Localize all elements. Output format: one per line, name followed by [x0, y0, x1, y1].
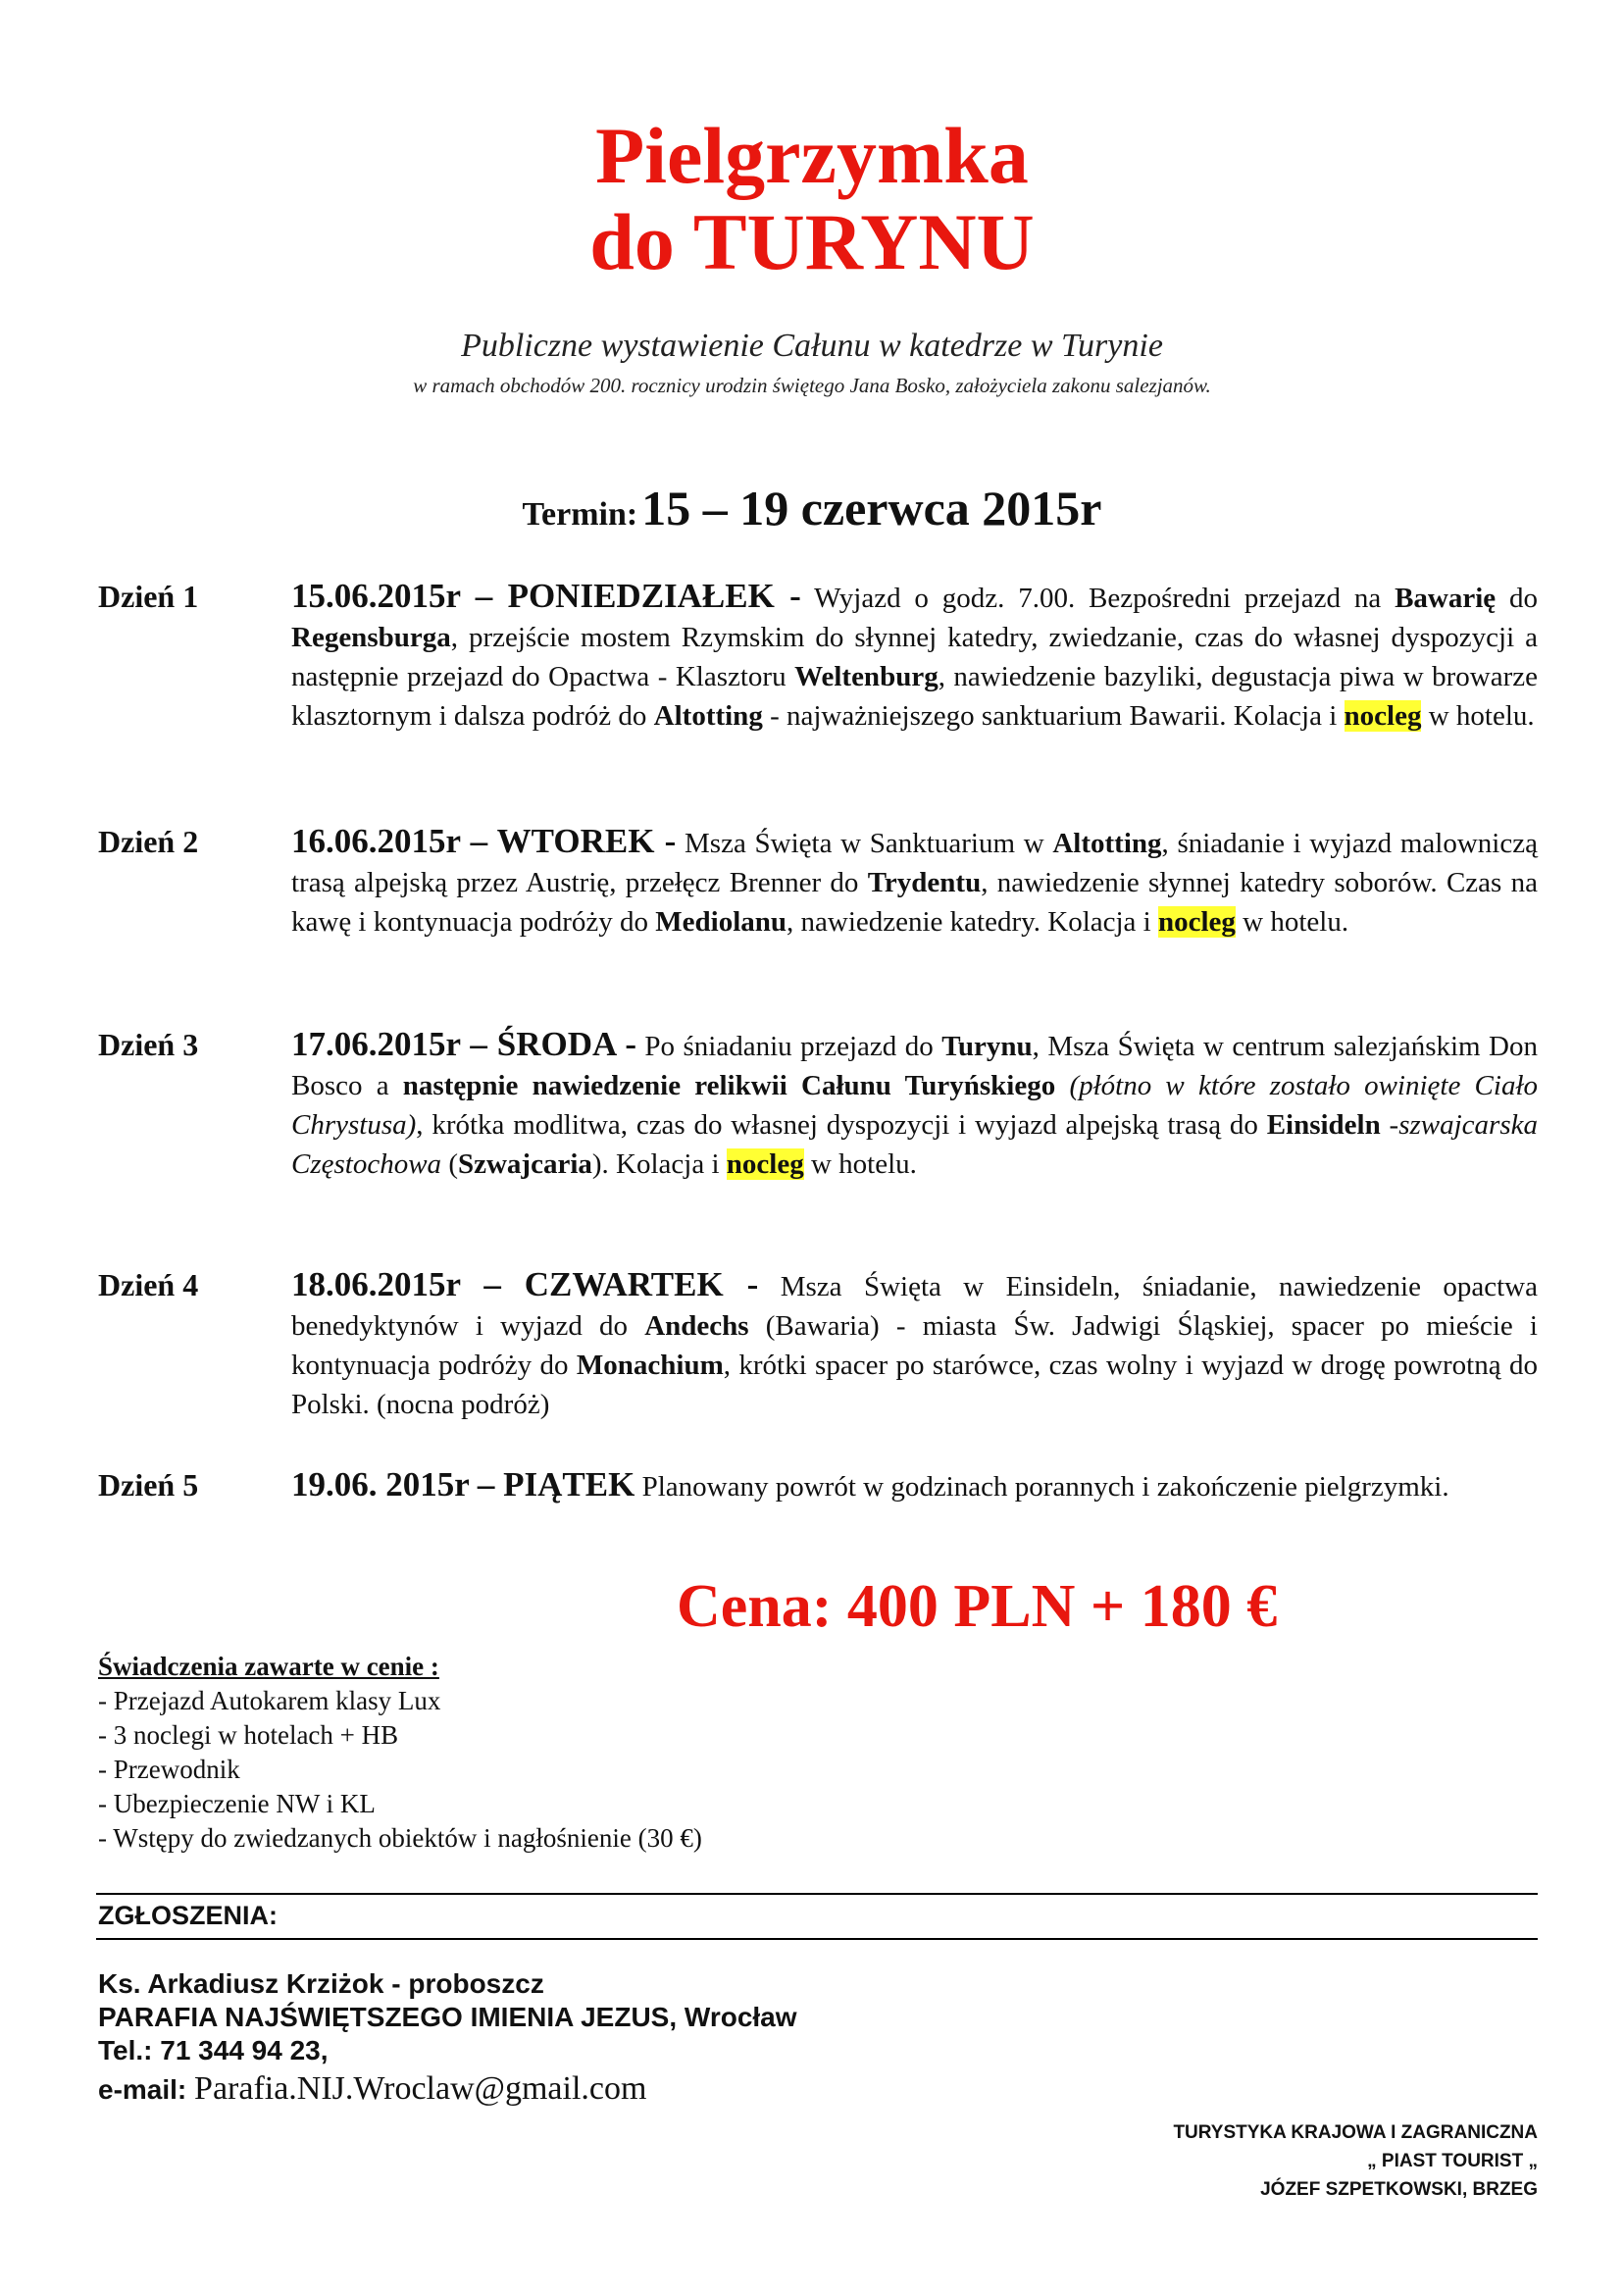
title-line-1: Pielgrzymka	[595, 111, 1029, 200]
termin-value: 15 – 19 czerwca 2015r	[641, 481, 1102, 535]
day-heading: 15.06.2015r – PONIEDZIAŁEK -	[291, 577, 801, 615]
agency-owner: JÓZEF SZPETKOWSKI, BRZEG	[1260, 2179, 1538, 2200]
divider	[96, 1893, 1538, 1895]
place-name: Altotting	[1052, 828, 1162, 859]
day-heading: 18.06.2015r – CZWARTEK -	[291, 1265, 759, 1303]
highlight-nocleg: nocleg	[1157, 906, 1236, 938]
contact-email-line	[98, 2067, 797, 2112]
termin-label: Termin:	[522, 496, 638, 533]
day-description	[291, 577, 1538, 736]
italic-note: (płótno w które zostało owinięte Ciało Chrystusa)	[291, 1070, 1539, 1141]
contact-phone: Tel.: 71 344 94 23,	[98, 2035, 329, 2065]
text: do	[1496, 583, 1539, 614]
list-item: - Wstępy do zwiedzanych obiektów i nagłośnienie (30 €)	[98, 1823, 702, 1853]
day-description	[291, 822, 1538, 942]
text: Planowany powrót w godzinach porannych i zakończenie pielgrzymki.	[634, 1471, 1449, 1503]
list-item: - Przejazd Autokarem klasy Lux	[98, 1686, 441, 1715]
text: (	[441, 1148, 458, 1180]
email-address[interactable]: Parafia.NIJ.Wroclaw@gmail.com	[194, 2070, 647, 2107]
text: , nawiedzenie słynnej katedry soborów. Czas na kawę i kontynuacja podróży do	[291, 867, 1538, 938]
text: w hotelu.	[1421, 700, 1535, 732]
text: Wyjazd o godz. 7.00. Bezpośredni przejazd na	[800, 583, 1396, 614]
contact-name: Ks. Arkadiusz Krziżok - proboszcz	[98, 1968, 544, 1999]
place-name: Szwajcaria	[457, 1148, 592, 1180]
text: - najważniejszego sanktuarium Bawarii. Kolacja i	[762, 700, 1345, 732]
text: ). Kolacja i	[591, 1148, 727, 1180]
italic-note: -szwajcarska Częstochowa	[291, 1109, 1538, 1180]
benefits-list	[98, 1650, 702, 1856]
text: , krótka modlitwa, czas do własnej dyspozycji i wyjazd alpejską trasą do	[416, 1109, 1267, 1141]
text: , krótki spacer po starówce, czas wolny i wyjazd w drogę powrotną do Polski. (nocna podróż)	[291, 1350, 1538, 1420]
place-name: Bawarię	[1395, 583, 1497, 614]
text: Msza Święta w Sanktuarium w	[676, 828, 1053, 859]
day-label: Dzień 4	[98, 1267, 199, 1302]
day-description	[291, 1465, 1538, 1506]
list-item: - Przewodnik	[98, 1755, 240, 1784]
text: , śniadanie i wyjazd malowniczą trasą alpejską przez Austrię, przełęcz Brenner do	[291, 828, 1538, 898]
list-item: - 3 noclegi w hotelach + HB	[98, 1720, 399, 1750]
benefits-header: Świadczenia zawarte w cenie :	[98, 1652, 439, 1681]
text: , nawiedzenie katedry. Kolacja i	[787, 906, 1158, 938]
price: Cena: 400 PLN + 180 €	[677, 1573, 1278, 1640]
place-name: Einsideln	[1266, 1109, 1381, 1141]
contact-block	[98, 1967, 797, 2112]
text: , Msza Święta w centrum salezjańskim Don Bosco a	[291, 1031, 1538, 1101]
text: w hotelu.	[803, 1148, 917, 1180]
place-name: Mediolanu	[655, 906, 787, 938]
emphasis: następnie nawiedzenie relikwii Całunu Turyńskiego	[402, 1070, 1056, 1101]
place-name: Regensburga	[291, 622, 451, 653]
list-item: - Ubezpieczenie NW i KL	[98, 1789, 376, 1818]
email-label: e-mail:	[98, 2074, 187, 2105]
place-name: Turynu	[941, 1031, 1033, 1062]
highlight-nocleg: nocleg	[1344, 700, 1422, 732]
day-description	[291, 1025, 1538, 1184]
place-name: Weltenburg	[794, 661, 939, 692]
subtitle-note: w ramach obchodów 200. rocznicy urodzin świętego Jana Bosko, założyciela zakonu salezjanów.	[413, 374, 1211, 397]
agency-line: TURYSTYKA KRAJOWA I ZAGRANICZNA	[1173, 2122, 1538, 2143]
day-heading: 16.06.2015r – WTOREK -	[291, 822, 677, 860]
highlight-nocleg: nocleg	[726, 1148, 804, 1180]
place-name: Monachium	[576, 1350, 724, 1381]
contact-parish: PARAFIA NAJŚWIĘTSZEGO IMIENIA JEZUS, Wrocław	[98, 2002, 797, 2032]
place-name: Altotting	[653, 700, 763, 732]
day-description	[291, 1265, 1538, 1424]
title-line-2: do TURYNU	[589, 197, 1035, 286]
place-name: Trydentu	[867, 867, 982, 898]
day-label: Dzień 5	[98, 1467, 199, 1503]
text: (Bawaria) - miasta Św. Jadwigi Śląskiej, spacer po mieście i kontynuacja podróży do	[291, 1310, 1538, 1381]
text: Po śniadaniu przejazd do	[635, 1031, 942, 1062]
termin	[0, 479, 1624, 550]
day-label: Dzień 2	[98, 824, 199, 859]
text: , przejście mostem Rzymskim do słynnej katedry, zwiedzanie, czas do własnej dyspozycji a następnie przejazd do Opactwa - Klasztoru	[291, 622, 1538, 692]
day-heading: 19.06. 2015r – PIĄTEK	[291, 1465, 635, 1504]
place-name: Andechs	[644, 1310, 749, 1342]
day-label: Dzień 1	[98, 579, 199, 614]
day-heading: 17.06.2015r – ŚRODA -	[291, 1025, 636, 1063]
text: , nawiedzenie bazyliki, degustacja piwa w browarze klasztornym i dalsza podróż do	[291, 661, 1538, 732]
divider	[96, 1938, 1538, 1940]
agency-name: „ PIAST TOURIST „	[1367, 2151, 1538, 2171]
agency-block	[1173, 2118, 1538, 2204]
text: w hotelu.	[1235, 906, 1349, 938]
subtitle: Publiczne wystawienie Całunu w katedrze w Turynie	[461, 328, 1163, 364]
text: Msza Święta w Einsideln, śniadanie, nawiedzenie opactwa benedyktynów i wyjazd do	[291, 1271, 1538, 1342]
registration-heading: ZGŁOSZENIA:	[98, 1901, 278, 1930]
day-label: Dzień 3	[98, 1027, 199, 1062]
